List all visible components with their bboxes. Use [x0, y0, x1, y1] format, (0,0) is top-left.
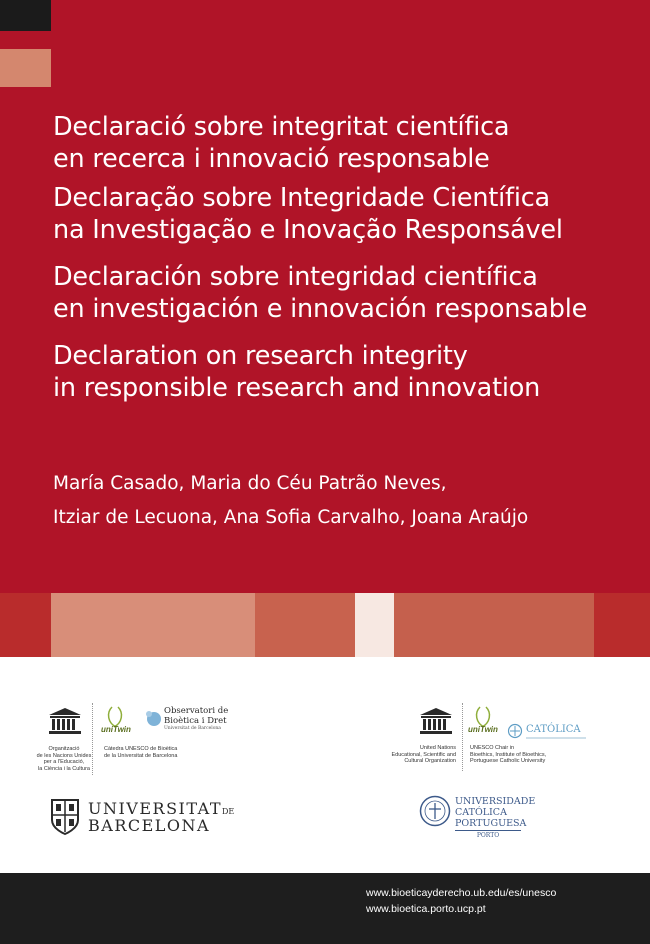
- observatori-name: [164, 707, 228, 731]
- title-english-line-1: Declaration on research integrity: [53, 341, 468, 371]
- unitwin-label-left: uniTwin: [101, 725, 131, 734]
- title-spanish-line-1: Declaración sobre integridad científica: [53, 262, 538, 292]
- ub-shield-logo: [50, 798, 80, 836]
- catolica-label: CATÓLICA: [526, 724, 581, 735]
- ucp-seal-logo: [419, 795, 451, 827]
- chair-caption-left-line: de la Universitat de Barcelona: [104, 752, 178, 759]
- chair-caption-right-line: Portuguese Catholic University: [470, 758, 546, 764]
- chair-caption-left-line: Càtedra UNESCO de Bioètica: [104, 746, 178, 752]
- footer-url-ucp[interactable]: www.bioetica.porto.ucp.pt: [366, 903, 486, 915]
- ub-name-universitat: UNIVERSITAT: [88, 799, 223, 818]
- peach-corner-square: [0, 49, 51, 87]
- unesco-temple-logo-right: [419, 707, 453, 735]
- band-block-6: [594, 593, 650, 657]
- ucp-rule: [455, 830, 521, 831]
- ub-name-barcelona: BARCELONA: [88, 816, 211, 835]
- title-catalan-line-1: Declaració sobre integritat científica: [53, 112, 510, 142]
- unesco-caption-left-line: Organització: [48, 746, 80, 752]
- authors: [53, 467, 528, 535]
- logo-divider-left: [92, 703, 93, 775]
- observatori-logo-icon: [144, 709, 162, 727]
- unesco-chair-caption-right: [470, 745, 546, 765]
- band-block-2: [51, 593, 255, 657]
- band-block-3: [255, 593, 355, 657]
- logo-divider-right: [462, 703, 463, 771]
- title-portuguese-line-2: na Investigação e Inovação Responsável: [53, 215, 563, 245]
- title-spanish: [53, 261, 643, 325]
- ucp-name-line: PORTUGUESA: [455, 818, 527, 829]
- ucp-name: [455, 796, 535, 829]
- ucp-name-line: UNIVERSIDADE: [455, 796, 536, 807]
- band-block-5: [394, 593, 594, 657]
- band-block-1: [0, 593, 51, 657]
- unesco-caption-left-line: de les Nacions Unides: [36, 752, 92, 759]
- unesco-caption-right: [388, 745, 456, 765]
- unitwin-label-right: uniTwin: [468, 725, 498, 734]
- title-english-line-2: in responsible research and innovation: [53, 373, 541, 403]
- unesco-chair-caption-left: [104, 746, 177, 759]
- unesco-caption-left-line: la Ciència i la Cultura: [38, 765, 90, 772]
- unesco-caption-right-line: Educational, Scientific and: [391, 751, 456, 758]
- unesco-caption-left: [28, 746, 100, 772]
- catolica-underline: [526, 737, 586, 739]
- ucp-name-line: CATÓLICA: [455, 807, 507, 818]
- authors-line-2: Itziar de Lecuona, Ana Sofia Carvalho, Joana Araújo: [53, 507, 529, 528]
- ub-name-de: DE: [222, 807, 235, 816]
- title-catalan: [53, 111, 643, 175]
- title-spanish-line-2: en investigación e innovación responsable: [53, 294, 588, 324]
- footer-url-ub[interactable]: www.bioeticayderecho.ub.edu/es/unesco: [366, 887, 557, 899]
- dark-corner-square: [0, 0, 51, 31]
- authors-line-1: María Casado, Maria do Céu Patrão Neves,: [53, 473, 447, 494]
- title-portuguese-line-1: Declaração sobre Integridade Científica: [53, 183, 550, 213]
- catolica-emblem-icon: [507, 723, 523, 739]
- observatori-subtitle: Universitat de Barcelona: [164, 726, 221, 731]
- chair-caption-right-line: Bioethics, Institute of Bioethics,: [470, 751, 547, 758]
- unesco-caption-right-line: United Nations: [419, 745, 456, 751]
- footer-bar: [0, 873, 650, 944]
- chair-caption-right-line: UNESCO Chair in: [470, 745, 515, 751]
- band-block-4: [355, 593, 394, 657]
- ucp-porto-label: PORTO: [476, 832, 500, 839]
- title-catalan-line-2: en recerca i innovació responsable: [53, 144, 490, 174]
- title-english: [53, 340, 643, 404]
- observatori-name-line: Observatori de: [164, 706, 229, 716]
- unesco-caption-right-line: Cultural Organization: [404, 758, 456, 764]
- unesco-temple-logo-left: [48, 707, 82, 735]
- observatori-name-line: Bioètica i Dret: [164, 715, 227, 726]
- title-portuguese: [53, 182, 643, 246]
- unesco-caption-left-line: per a l'Educació,: [43, 759, 85, 765]
